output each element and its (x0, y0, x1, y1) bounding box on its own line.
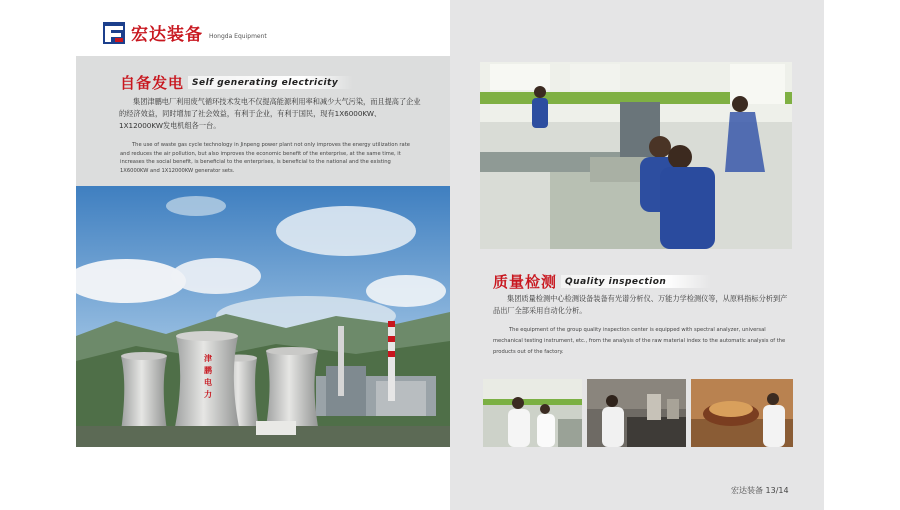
section-title-power (120, 72, 353, 93)
section-title-quality (493, 271, 711, 292)
quality-lab-photo (480, 62, 792, 249)
power-paragraph-en: The use of waste gas cycle technology in Jinpeng power plant not only improves the energy utilization rate and reduces the air pollution, but also improves the economic benefit of the enterprise, at the same time, it increases the social benefit, is beneficial to the enterprises, is beneficial to the national and the existing 1X6000KW and 1X12000KW generator sets. (120, 142, 410, 174)
brand-name-cn: 宏达装备 (131, 25, 203, 45)
lab-photo-2 (587, 379, 686, 447)
power-plant-photo (76, 186, 450, 447)
tower-lettering: 津 鹏 电 力 (204, 354, 212, 399)
section-title-cn: 自备发电 (120, 74, 185, 92)
page-footer (731, 485, 789, 496)
quality-paragraph-cn: 集团质量检测中心检测设备装备有光谱分析仪、万能力学检测仪等，从原料指标分析到产品出厂全部采用自动化分析。 (493, 294, 788, 315)
footer-brand: 宏达装备 (731, 486, 763, 495)
brand-name-en: Hongda Equipment (209, 33, 267, 40)
section-title-cn: 质量检测 (493, 273, 558, 291)
lab-photo-1 (483, 379, 582, 447)
power-paragraph-cn: 集团津鹏电厂利用废气循环技术发电不仅提高能源利用率和减少大气污染，而且提高了企业的经济效益，同时增加了社会效益，有利于企业，有利于国民，现有1X6000KW、1X12000KW发电机组各一台。 (119, 97, 421, 130)
quality-paragraph-en: The equipment of the group quality inspection center is equipped with spectral analyzer, universal mechanical testing instrument, etc., from the analysis of the raw material index to the automatic analysis of the products out of the factory. (493, 327, 786, 355)
lab-photo-3 (691, 379, 793, 447)
section-title-en-bar (561, 275, 711, 288)
hongda-logo-icon (103, 22, 125, 44)
section-title-en: Quality inspection (565, 276, 667, 287)
brand-logo (103, 20, 267, 45)
section-title-en-bar (188, 76, 353, 89)
page-gutter (824, 0, 900, 510)
footer-page-number: 13/14 (765, 486, 789, 495)
section-title-en: Self generating electricity (192, 77, 339, 88)
